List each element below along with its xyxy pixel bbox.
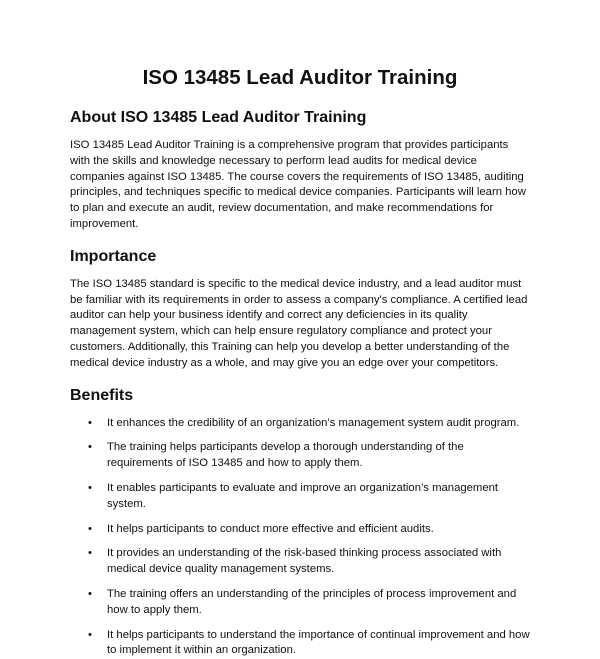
list-item <box>70 522 530 538</box>
bullet-icon: • <box>88 587 92 600</box>
section-body-importance: The ISO 13485 standard is specific to the medical device industry, and a lead auditor must be familiar with its requirements in order to assess a company's compliance. A certified lead auditor can help your business identify and correct any deficiencies in its quality management system, which can help ensure regulatory compliance and protect your customers. Additionally, this Training can help you develop a better understanding of the medical device industry as a whole, and may give you an edge over your competitors. <box>70 277 528 369</box>
bullet-icon: • <box>88 441 92 454</box>
bullet-icon: • <box>88 416 92 429</box>
bullet-icon: • <box>88 522 92 535</box>
list-item <box>70 587 530 619</box>
list-item <box>70 481 530 513</box>
list-item-text: It enables participants to evaluate and improve an organization’s management system. <box>107 481 499 510</box>
list-item-text: The training offers an understanding of the principles of process improvement and how to apply them. <box>107 587 517 616</box>
list-item-text: It enhances the credibility of an organization’s management system audit program. <box>107 416 520 429</box>
document-title: ISO 13485 Lead Auditor Training <box>142 66 458 89</box>
section-heading-benefits: Benefits <box>70 386 134 404</box>
list-item-text: The training helps participants develop a thorough understanding of the requirements of ISO 13485 and how to apply them. <box>107 441 464 470</box>
bullet-icon: • <box>88 547 92 560</box>
section-body-about: ISO 13485 Lead Auditor Training is a comprehensive program that provides participants with the skills and knowledge necessary to perform lead audits for medical device companies against ISO 13485. The course covers the requirements of ISO 13485, auditing principles, and techniques specific to medical device companies. Participants will learn how to plan and execute an audit, review documentation, and make recommendations for improvement. <box>70 139 526 230</box>
list-item <box>70 546 530 578</box>
benefits-list <box>70 416 530 659</box>
list-item-text: It provides an understanding of the risk-based thinking process associated with medical device quality management systems. <box>107 547 502 576</box>
list-item-text: It helps participants to understand the importance of continual improvement and how to implement it within an organization. <box>107 628 530 657</box>
list-item-text: It helps participants to conduct more effective and efficient audits. <box>107 522 434 535</box>
list-item <box>70 416 530 432</box>
bullet-icon: • <box>88 481 92 494</box>
list-item <box>70 628 530 659</box>
section-heading-about: About ISO 13485 Lead Auditor Training <box>70 109 367 126</box>
bullet-icon: • <box>88 628 92 641</box>
list-item <box>70 440 530 472</box>
section-heading-importance: Importance <box>70 247 157 265</box>
